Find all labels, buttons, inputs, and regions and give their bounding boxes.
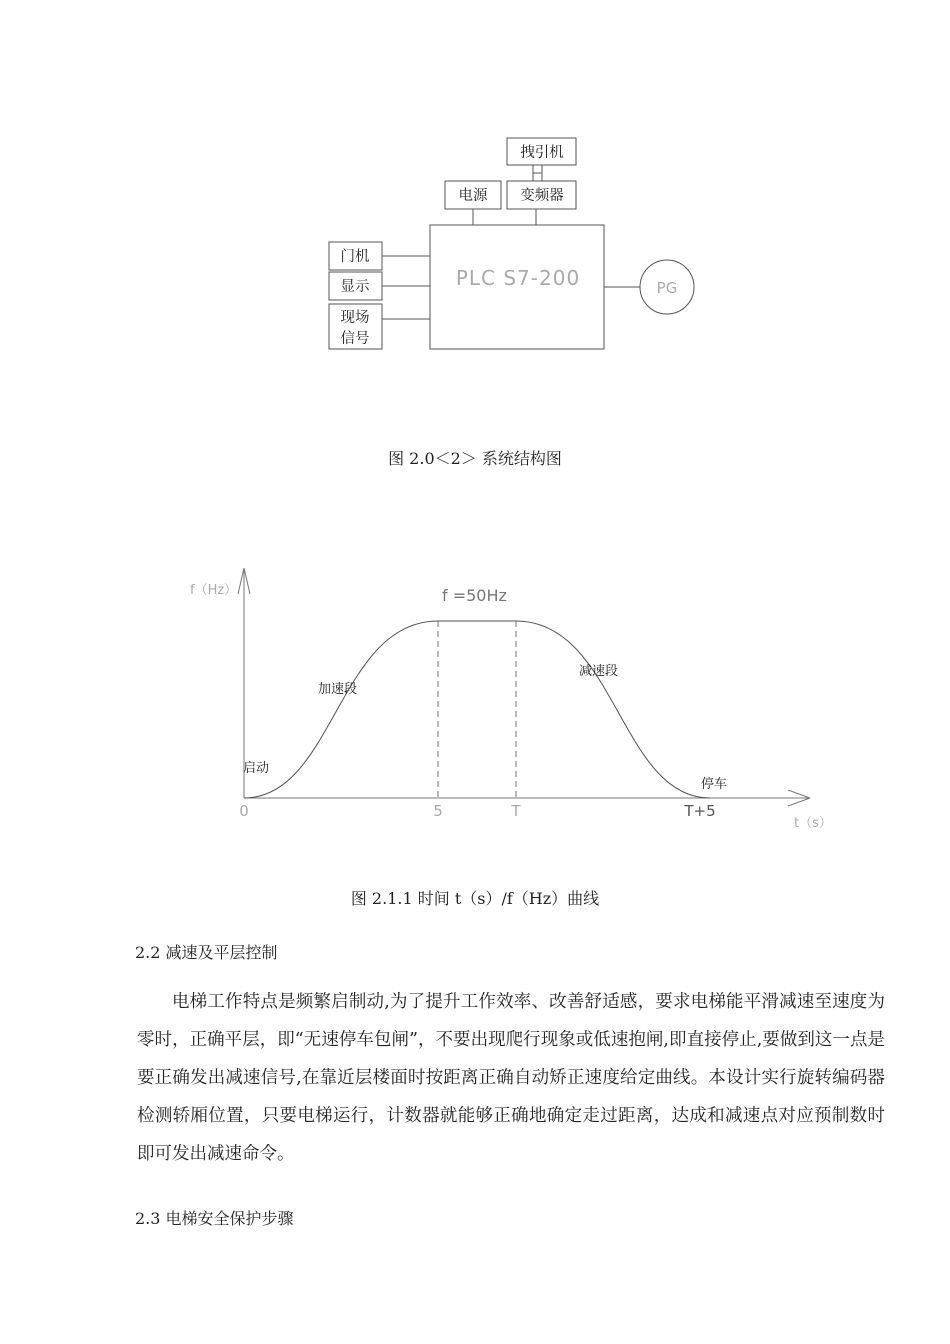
pg-label: PG <box>656 279 678 297</box>
annotation-start: 启动 <box>243 761 270 776</box>
frequency-curve <box>244 621 710 798</box>
section-2-2-paragraph: 电梯工作特点是频繁启制动,为了提升工作效率、改善舒适感，要求电梯能平滑减速至速度为零时，正确平层，即“无速停车包闸”，不要出现爬行现象或低速抱闸,即直接停止,要做到这一点是要正确发出减速信号,在靠近层楼面时按距离正确自动矫正速度给定曲线。本设计实行旋转编码器检测轿厢位置，只要电梯运行，计数器就能够正确地确定走过距离，达成和减速点对应预制数时即可发出减速命令。 <box>137 992 885 1164</box>
peak-frequency-label: f =50Hz <box>442 586 507 605</box>
section-2-2-heading: 2.2 减速及平层控制 <box>135 943 278 962</box>
x-tick-T: T <box>511 802 521 820</box>
inverter-label: 变频器 <box>520 188 564 204</box>
x-tick-T+5: T+5 <box>684 802 716 820</box>
plc-label: PLC S7-200 <box>455 266 581 290</box>
section-2-3-heading: 2.3 电梯安全保护步骤 <box>135 1209 294 1228</box>
x-axis-label: t（s） <box>794 816 832 831</box>
diagram-caption: 图 2.0＜2＞ 系统结构图 <box>388 449 562 468</box>
power-label: 电源 <box>458 188 488 204</box>
door-machine-label: 门机 <box>340 249 370 265</box>
annotation-deceleration: 减速段 <box>579 664 619 679</box>
chart-caption: 图 2.1.1 时间 t（s）/f（Hz）曲线 <box>350 889 600 908</box>
annotation-acceleration: 加速段 <box>318 682 358 697</box>
annotation-stop: 停车 <box>701 777 728 792</box>
x-tick-0: 0 <box>239 802 249 820</box>
traction-machine-label: 拽引机 <box>520 145 564 161</box>
field-signal-label-1: 现场 <box>340 310 370 326</box>
system-structure-diagram <box>0 0 950 420</box>
y-axis-label: f（Hz） <box>190 583 238 598</box>
frequency-time-chart <box>0 550 950 850</box>
x-tick-5: 5 <box>433 802 443 820</box>
field-signal-label-2: 信号 <box>340 331 370 347</box>
display-label: 显示 <box>340 279 370 295</box>
